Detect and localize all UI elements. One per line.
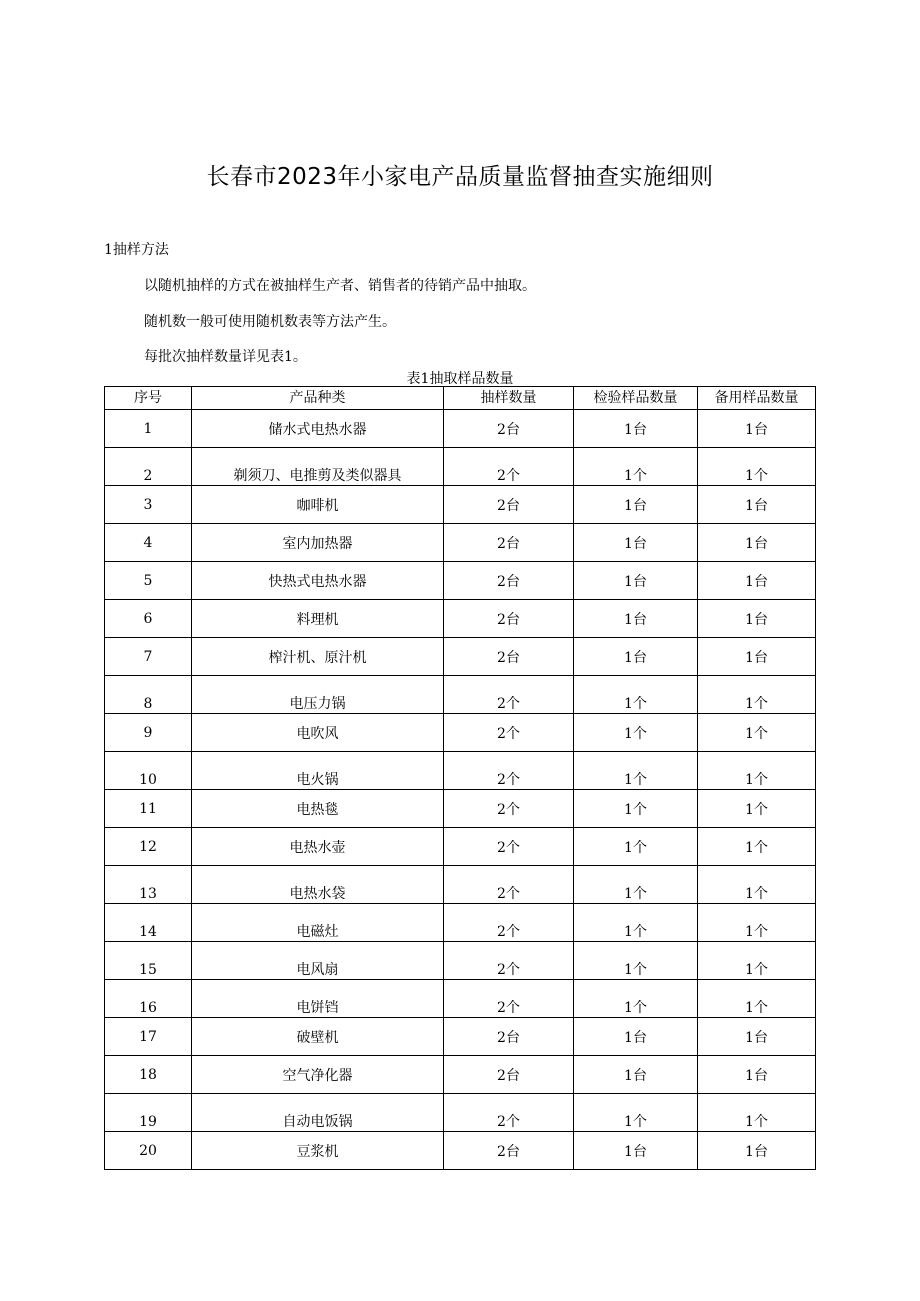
cell-sample-qty: 2个 bbox=[444, 790, 574, 828]
cell-product-type: 电热水袋 bbox=[192, 866, 444, 904]
cell-backup-sample-qty: 1个 bbox=[698, 752, 816, 790]
table-row bbox=[105, 942, 816, 980]
cell-sample-qty: 2个 bbox=[444, 828, 574, 866]
table-row bbox=[105, 1132, 816, 1170]
paragraph-2: 随机数一般可使用随机数表等方法产生。 bbox=[144, 314, 396, 330]
cell-product-type: 榨汁机、原汁机 bbox=[192, 638, 444, 676]
cell-test-sample-qty: 1个 bbox=[574, 448, 698, 486]
cell-sample-qty: 2台 bbox=[444, 638, 574, 676]
table-body bbox=[105, 410, 816, 1170]
cell-index: 17 bbox=[105, 1018, 192, 1056]
cell-test-sample-qty: 1台 bbox=[574, 410, 698, 448]
cell-product-type: 剃须刀、电推剪及类似器具 bbox=[192, 448, 444, 486]
cell-backup-sample-qty: 1个 bbox=[698, 1094, 816, 1132]
table-row bbox=[105, 866, 816, 904]
cell-backup-sample-qty: 1台 bbox=[698, 486, 816, 524]
cell-backup-sample-qty: 1台 bbox=[698, 1018, 816, 1056]
cell-index: 1 bbox=[105, 410, 192, 448]
cell-test-sample-qty: 1个 bbox=[574, 980, 698, 1018]
cell-test-sample-qty: 1台 bbox=[574, 638, 698, 676]
table-row bbox=[105, 524, 816, 562]
cell-index: 5 bbox=[105, 562, 192, 600]
cell-product-type: 空气净化器 bbox=[192, 1056, 444, 1094]
cell-product-type: 自动电饭锅 bbox=[192, 1094, 444, 1132]
cell-test-sample-qty: 1台 bbox=[574, 486, 698, 524]
cell-test-sample-qty: 1个 bbox=[574, 676, 698, 714]
cell-index: 20 bbox=[105, 1132, 192, 1170]
table-row bbox=[105, 410, 816, 448]
cell-sample-qty: 2个 bbox=[444, 866, 574, 904]
cell-index: 7 bbox=[105, 638, 192, 676]
table-row bbox=[105, 562, 816, 600]
paragraph-1: 以随机抽样的方式在被抽样生产者、销售者的待销产品中抽取。 bbox=[144, 278, 536, 294]
header-backup-sample-qty: 备用样品数量 bbox=[698, 387, 816, 410]
cell-backup-sample-qty: 1台 bbox=[698, 1056, 816, 1094]
cell-sample-qty: 2台 bbox=[444, 486, 574, 524]
table-row bbox=[105, 486, 816, 524]
cell-test-sample-qty: 1台 bbox=[574, 562, 698, 600]
cell-index: 8 bbox=[105, 676, 192, 714]
table-caption: 表1抽取样品数量 bbox=[406, 371, 514, 387]
cell-backup-sample-qty: 1台 bbox=[698, 600, 816, 638]
cell-backup-sample-qty: 1台 bbox=[698, 638, 816, 676]
table-row bbox=[105, 714, 816, 752]
cell-index: 12 bbox=[105, 828, 192, 866]
cell-product-type: 破壁机 bbox=[192, 1018, 444, 1056]
cell-backup-sample-qty: 1个 bbox=[698, 676, 816, 714]
cell-index: 14 bbox=[105, 904, 192, 942]
cell-product-type: 储水式电热水器 bbox=[192, 410, 444, 448]
cell-sample-qty: 2个 bbox=[444, 942, 574, 980]
document-title: 长春市2023年小家电产品质量监督抽查实施细则 bbox=[206, 164, 714, 190]
cell-sample-qty: 2个 bbox=[444, 1094, 574, 1132]
cell-sample-qty: 2台 bbox=[444, 562, 574, 600]
cell-sample-qty: 2个 bbox=[444, 904, 574, 942]
table-row bbox=[105, 1094, 816, 1132]
cell-backup-sample-qty: 1个 bbox=[698, 942, 816, 980]
cell-product-type: 电吹风 bbox=[192, 714, 444, 752]
cell-test-sample-qty: 1个 bbox=[574, 752, 698, 790]
cell-product-type: 电压力锅 bbox=[192, 676, 444, 714]
cell-sample-qty: 2个 bbox=[444, 714, 574, 752]
cell-sample-qty: 2台 bbox=[444, 1018, 574, 1056]
cell-test-sample-qty: 1台 bbox=[574, 1056, 698, 1094]
cell-backup-sample-qty: 1个 bbox=[698, 980, 816, 1018]
cell-backup-sample-qty: 1个 bbox=[698, 904, 816, 942]
header-index: 序号 bbox=[105, 387, 192, 410]
cell-backup-sample-qty: 1个 bbox=[698, 828, 816, 866]
cell-index: 3 bbox=[105, 486, 192, 524]
cell-product-type: 料理机 bbox=[192, 600, 444, 638]
cell-product-type: 电饼铛 bbox=[192, 980, 444, 1018]
cell-backup-sample-qty: 1台 bbox=[698, 562, 816, 600]
cell-index: 13 bbox=[105, 866, 192, 904]
cell-sample-qty: 2个 bbox=[444, 448, 574, 486]
cell-product-type: 豆浆机 bbox=[192, 1132, 444, 1170]
cell-index: 16 bbox=[105, 980, 192, 1018]
table-row bbox=[105, 980, 816, 1018]
cell-test-sample-qty: 1个 bbox=[574, 828, 698, 866]
cell-index: 2 bbox=[105, 448, 192, 486]
table-row bbox=[105, 600, 816, 638]
cell-test-sample-qty: 1个 bbox=[574, 904, 698, 942]
section-heading: 1抽样方法 bbox=[104, 242, 169, 258]
cell-test-sample-qty: 1台 bbox=[574, 1132, 698, 1170]
cell-index: 11 bbox=[105, 790, 192, 828]
cell-test-sample-qty: 1个 bbox=[574, 714, 698, 752]
cell-index: 18 bbox=[105, 1056, 192, 1094]
cell-backup-sample-qty: 1台 bbox=[698, 410, 816, 448]
cell-backup-sample-qty: 1台 bbox=[698, 524, 816, 562]
cell-sample-qty: 2台 bbox=[444, 600, 574, 638]
cell-index: 19 bbox=[105, 1094, 192, 1132]
cell-backup-sample-qty: 1个 bbox=[698, 714, 816, 752]
header-test-sample-qty: 检验样品数量 bbox=[574, 387, 698, 410]
cell-test-sample-qty: 1个 bbox=[574, 942, 698, 980]
cell-backup-sample-qty: 1个 bbox=[698, 866, 816, 904]
sample-quantity-table bbox=[104, 386, 816, 1170]
cell-product-type: 室内加热器 bbox=[192, 524, 444, 562]
table-row bbox=[105, 752, 816, 790]
paragraph-3: 每批次抽样数量详见表1。 bbox=[144, 349, 307, 365]
cell-product-type: 电热水壶 bbox=[192, 828, 444, 866]
cell-product-type: 电热毯 bbox=[192, 790, 444, 828]
cell-test-sample-qty: 1个 bbox=[574, 790, 698, 828]
cell-index: 9 bbox=[105, 714, 192, 752]
table-header-row bbox=[105, 387, 816, 410]
cell-test-sample-qty: 1个 bbox=[574, 1094, 698, 1132]
cell-test-sample-qty: 1个 bbox=[574, 866, 698, 904]
cell-test-sample-qty: 1台 bbox=[574, 524, 698, 562]
table-row bbox=[105, 790, 816, 828]
cell-backup-sample-qty: 1台 bbox=[698, 1132, 816, 1170]
table-row bbox=[105, 904, 816, 942]
cell-product-type: 电风扇 bbox=[192, 942, 444, 980]
cell-sample-qty: 2台 bbox=[444, 1056, 574, 1094]
cell-sample-qty: 2台 bbox=[444, 524, 574, 562]
table-row bbox=[105, 638, 816, 676]
cell-sample-qty: 2个 bbox=[444, 980, 574, 1018]
cell-product-type: 咖啡机 bbox=[192, 486, 444, 524]
cell-index: 10 bbox=[105, 752, 192, 790]
header-product-type: 产品种类 bbox=[192, 387, 444, 410]
table-row bbox=[105, 1056, 816, 1094]
cell-product-type: 电磁灶 bbox=[192, 904, 444, 942]
cell-test-sample-qty: 1台 bbox=[574, 1018, 698, 1056]
table-row bbox=[105, 1018, 816, 1056]
cell-product-type: 电火锅 bbox=[192, 752, 444, 790]
header-sample-qty: 抽样数量 bbox=[444, 387, 574, 410]
cell-index: 4 bbox=[105, 524, 192, 562]
table-row bbox=[105, 448, 816, 486]
cell-backup-sample-qty: 1个 bbox=[698, 448, 816, 486]
cell-sample-qty: 2台 bbox=[444, 410, 574, 448]
cell-sample-qty: 2个 bbox=[444, 676, 574, 714]
cell-sample-qty: 2个 bbox=[444, 752, 574, 790]
cell-index: 15 bbox=[105, 942, 192, 980]
cell-test-sample-qty: 1台 bbox=[574, 600, 698, 638]
cell-backup-sample-qty: 1个 bbox=[698, 790, 816, 828]
table-row bbox=[105, 828, 816, 866]
cell-sample-qty: 2台 bbox=[444, 1132, 574, 1170]
table-row bbox=[105, 676, 816, 714]
cell-index: 6 bbox=[105, 600, 192, 638]
cell-product-type: 快热式电热水器 bbox=[192, 562, 444, 600]
